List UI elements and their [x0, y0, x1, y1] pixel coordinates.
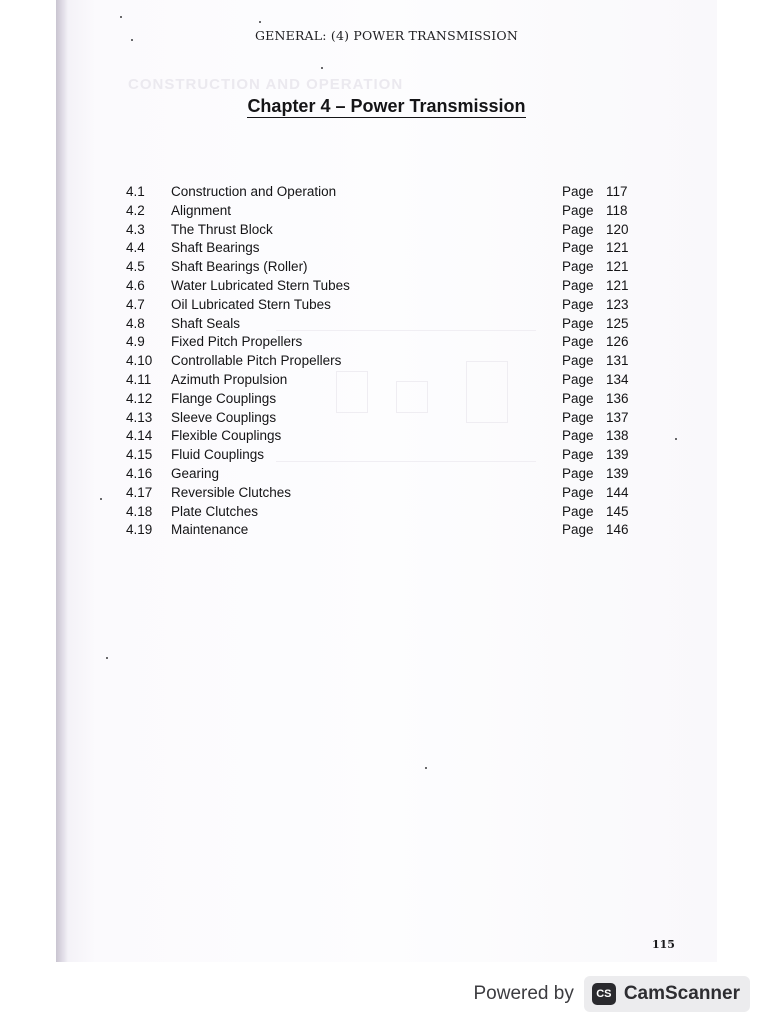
toc-entry [56, 203, 717, 222]
toc-entry-title: Flange Couplings [171, 390, 277, 406]
toc-entry-page-number: 123 [606, 296, 629, 312]
scanned-page [56, 0, 717, 962]
toc-entry [56, 447, 717, 466]
toc-entry-page-number: 125 [606, 315, 629, 331]
toc-entry-number: 4.3 [126, 221, 145, 237]
toc-entry-number: 4.19 [126, 522, 153, 538]
toc-entry-page-number: 118 [606, 202, 628, 218]
toc-entry-page-number: 145 [606, 503, 629, 519]
toc-entry-title: Reversible Clutches [171, 484, 292, 500]
toc-entry-number: 4.16 [126, 465, 153, 481]
chapter-title [56, 96, 717, 117]
toc-entry-title: Flexible Couplings [171, 428, 282, 444]
toc-entry-title: Construction and Operation [171, 184, 337, 199]
toc-entry [56, 428, 717, 447]
toc-entry-title: Plate Clutches [171, 503, 259, 519]
toc-entry-page-label: Page [562, 259, 594, 275]
toc-entry-title: Azimuth Propulsion [171, 371, 288, 387]
toc-entry-number: 4.12 [126, 390, 153, 406]
page-number: 115 [652, 938, 675, 951]
toc-entry-page-label: Page [562, 221, 594, 237]
toc-entry-page-label: Page [562, 428, 594, 444]
toc-entry-page-label: Page [562, 371, 594, 387]
watermark-prefix: Powered by [473, 983, 574, 1004]
table-of-contents [56, 184, 717, 541]
scan-speck [100, 498, 102, 500]
toc-entry-page-label: Page [562, 465, 594, 481]
toc-entry-page-number: 126 [606, 334, 629, 350]
toc-entry-page-number: 120 [606, 221, 629, 237]
toc-entry [56, 485, 717, 504]
scan-speck [425, 767, 427, 769]
toc-entry-page-number: 144 [606, 484, 629, 500]
chapter-title-text: Chapter 4 – Power Transmission [247, 96, 526, 116]
toc-entry-page-number: 131 [606, 353, 629, 369]
toc-entry-number: 4.1 [126, 184, 145, 199]
bleed-through-heading: CONSTRUCTION AND OPERATION [128, 76, 404, 93]
toc-entry-page-number: 139 [606, 447, 629, 463]
toc-entry-title: Alignment [171, 202, 232, 218]
toc-entry-page-label: Page [562, 296, 594, 312]
scan-speck [120, 16, 122, 18]
toc-entry [56, 184, 717, 203]
toc-entry-page-label: Page [562, 277, 594, 293]
toc-entry-page-number: 138 [606, 428, 629, 444]
toc-entry [56, 297, 717, 316]
toc-entry-page-label: Page [562, 503, 594, 519]
toc-entry-title: Gearing [171, 465, 220, 481]
toc-entry [56, 278, 717, 297]
toc-entry [56, 316, 717, 335]
toc-entry-number: 4.10 [126, 353, 153, 369]
toc-entry-page-number: 134 [606, 371, 629, 387]
toc-entry-number: 4.2 [126, 202, 145, 218]
scan-speck [321, 67, 323, 69]
toc-entry [56, 522, 717, 541]
toc-entry-number: 4.5 [126, 259, 145, 275]
toc-entry-number: 4.11 [126, 371, 152, 387]
toc-entry-page-number: 137 [606, 409, 629, 425]
scan-speck [675, 438, 677, 440]
toc-entry-number: 4.13 [126, 409, 153, 425]
toc-entry-number: 4.14 [126, 428, 153, 444]
scan-speck [106, 657, 108, 659]
toc-entry-page-label: Page [562, 184, 594, 199]
toc-entry-number: 4.9 [126, 334, 145, 350]
toc-entry-page-label: Page [562, 409, 594, 425]
toc-entry-page-number: 121 [606, 240, 629, 256]
toc-entry-page-number: 117 [606, 184, 628, 199]
toc-entry-page-label: Page [562, 202, 594, 218]
toc-entry-page-label: Page [562, 484, 594, 500]
toc-entry [56, 353, 717, 372]
toc-entry-page-number: 139 [606, 465, 629, 481]
toc-entry-page-number: 146 [606, 522, 629, 538]
toc-entry-title: Water Lubricated Stern Tubes [171, 277, 350, 293]
toc-entry-page-label: Page [562, 240, 594, 256]
toc-entry [56, 504, 717, 523]
toc-entry-page-label: Page [562, 334, 594, 350]
toc-entry-title: Fixed Pitch Propellers [171, 334, 303, 350]
toc-entry-number: 4.17 [126, 484, 153, 500]
toc-entry-page-label: Page [562, 522, 594, 538]
camscanner-badge [584, 976, 750, 1012]
toc-entry [56, 372, 717, 391]
toc-entry-title: Shaft Seals [171, 315, 241, 331]
toc-entry-page-label: Page [562, 353, 594, 369]
scan-speck [131, 39, 133, 41]
toc-entry-number: 4.4 [126, 240, 145, 256]
camscanner-watermark [473, 976, 750, 1012]
watermark-brand: CamScanner [623, 983, 740, 1004]
scan-speck [259, 21, 261, 23]
toc-entry-number: 4.15 [126, 447, 153, 463]
running-header: GENERAL: (4) POWER TRANSMISSION [254, 28, 519, 43]
toc-entry-number: 4.6 [126, 277, 145, 293]
toc-entry-title: Oil Lubricated Stern Tubes [171, 296, 331, 312]
toc-entry [56, 240, 717, 259]
toc-entry-page-label: Page [562, 447, 594, 463]
toc-entry [56, 222, 717, 241]
toc-entry-title: The Thrust Block [171, 221, 273, 237]
toc-entry-number: 4.7 [126, 296, 145, 312]
toc-entry-title: Shaft Bearings [171, 240, 260, 256]
toc-entry-page-number: 121 [606, 277, 629, 293]
toc-entry [56, 391, 717, 410]
toc-entry-page-label: Page [562, 315, 594, 331]
toc-entry-page-number: 121 [606, 259, 629, 275]
toc-entry-title: Shaft Bearings (Roller) [171, 259, 308, 275]
toc-entry [56, 410, 717, 429]
toc-entry [56, 334, 717, 353]
toc-entry-title: Maintenance [171, 522, 249, 538]
toc-entry-number: 4.18 [126, 503, 153, 519]
toc-entry [56, 466, 717, 485]
toc-entry-number: 4.8 [126, 315, 145, 331]
toc-entry-title: Sleeve Couplings [171, 409, 277, 425]
toc-entry-title: Fluid Couplings [171, 447, 265, 463]
toc-entry-page-number: 136 [606, 390, 629, 406]
camscanner-logo-icon: CS [592, 983, 616, 1005]
toc-entry-page-label: Page [562, 390, 594, 406]
toc-entry [56, 259, 717, 278]
toc-entry-title: Controllable Pitch Propellers [171, 353, 342, 369]
